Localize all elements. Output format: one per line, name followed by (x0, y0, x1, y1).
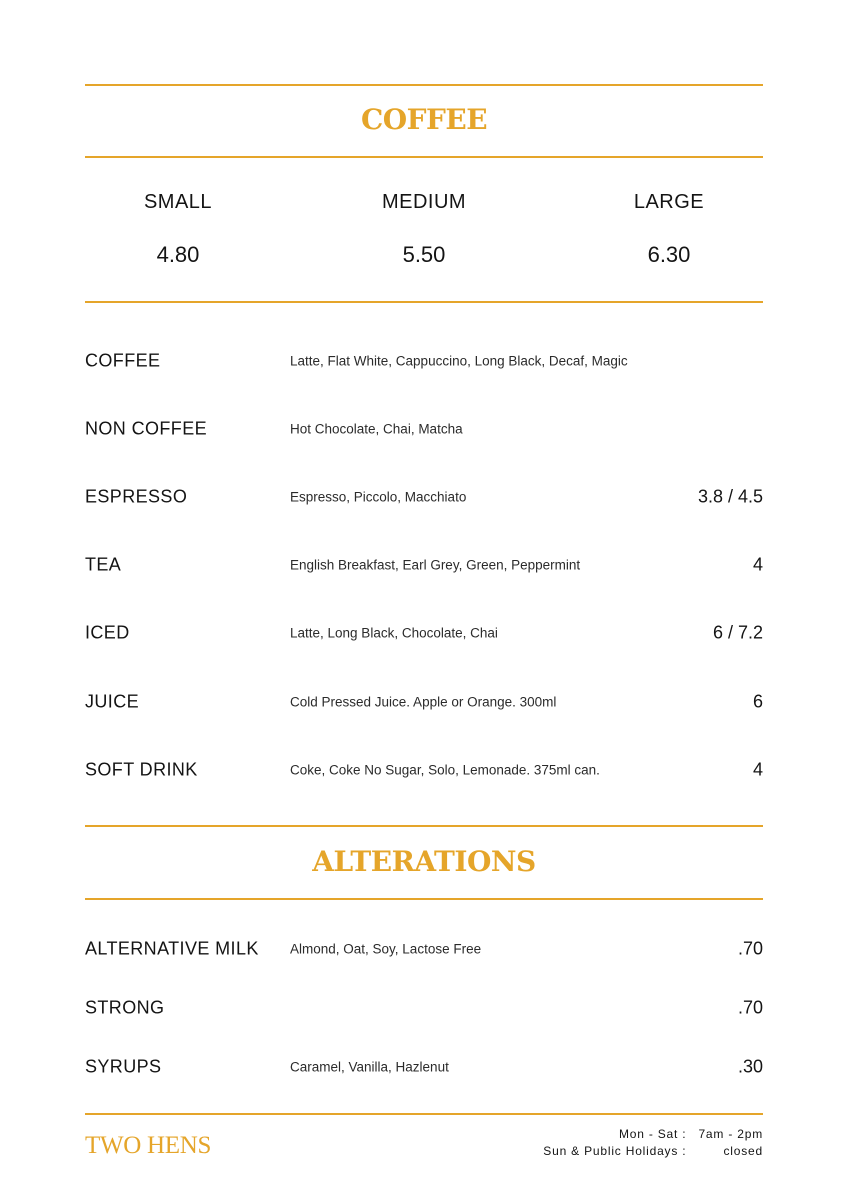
top-rule (85, 84, 763, 86)
item-price: .70 (737, 938, 763, 959)
coffee-section-title: COFFEE (360, 103, 488, 136)
item-price: 6 / 7.2 (712, 622, 763, 643)
size-large (569, 191, 769, 268)
item-description: Latte, Flat White, Cappuccino, Long Black, Decaf, Magic (290, 353, 628, 369)
item-description: English Breakfast, Earl Grey, Green, Peppermint (290, 557, 581, 573)
item-name: SOFT DRINK (85, 759, 198, 780)
item-description: Latte, Long Black, Chocolate, Chai (290, 625, 498, 641)
coffee-title-rule (85, 156, 763, 158)
menu-item-juice (85, 687, 763, 717)
size-label: MEDIUM (381, 191, 467, 213)
menu-item-non-coffee (85, 414, 763, 444)
size-label: SMALL (143, 191, 213, 213)
item-price: 4 (752, 554, 763, 575)
item-price: 3.8 / 4.5 (697, 486, 763, 507)
size-price: 4.80 (156, 242, 200, 267)
hours-row (543, 1126, 763, 1143)
size-price: 6.30 (647, 242, 691, 267)
alteration-strong (85, 993, 763, 1023)
size-medium (324, 191, 524, 268)
hours-value: closed (723, 1144, 763, 1158)
menu-item-tea (85, 550, 763, 580)
item-price: .30 (737, 1056, 763, 1077)
item-name: COFFEE (85, 350, 161, 371)
menu-item-soft-drink (85, 755, 763, 785)
alterations-section-title: ALTERATIONS (312, 845, 536, 878)
hours-value: 7am - 2pm (698, 1127, 763, 1141)
brand-name: TWO HENS (85, 1132, 212, 1159)
size-price: 5.50 (402, 242, 446, 267)
hours-label: Sun & Public Holidays : (543, 1144, 687, 1158)
alteration-syrups (85, 1052, 763, 1082)
opening-hours (543, 1126, 763, 1160)
item-name: SYRUPS (85, 1056, 162, 1077)
menu-item-coffee (85, 346, 763, 376)
hours-label: Mon - Sat : (618, 1127, 687, 1141)
sizes-rule (85, 301, 763, 303)
item-price: 6 (752, 691, 763, 712)
alteration-alternative-milk (85, 934, 763, 964)
menu-item-espresso (85, 482, 763, 512)
footer-rule (85, 1113, 763, 1115)
item-description: Almond, Oat, Soy, Lactose Free (290, 941, 482, 957)
menu-item-iced (85, 618, 763, 648)
item-name: JUICE (85, 691, 140, 712)
size-small (78, 191, 278, 268)
item-description: Hot Chocolate, Chai, Matcha (290, 421, 463, 437)
hours-row (543, 1143, 763, 1160)
alterations-title-rule (85, 898, 763, 900)
item-name: STRONG (85, 997, 165, 1018)
item-name: ICED (85, 622, 130, 643)
size-label: LARGE (633, 191, 705, 213)
item-name: ESPRESSO (85, 486, 188, 507)
item-name: TEA (85, 554, 122, 575)
item-description: Caramel, Vanilla, Hazlenut (290, 1059, 449, 1075)
item-price: 4 (752, 759, 763, 780)
item-price: .70 (737, 997, 763, 1018)
item-description: Coke, Coke No Sugar, Solo, Lemonade. 375ml can. (290, 762, 600, 778)
item-description: Espresso, Piccolo, Macchiato (290, 489, 467, 505)
item-name: NON COFFEE (85, 418, 208, 439)
item-name: ALTERNATIVE MILK (85, 938, 259, 959)
alterations-top-rule (85, 825, 763, 827)
item-description: Cold Pressed Juice. Apple or Orange. 300ml (290, 694, 557, 710)
